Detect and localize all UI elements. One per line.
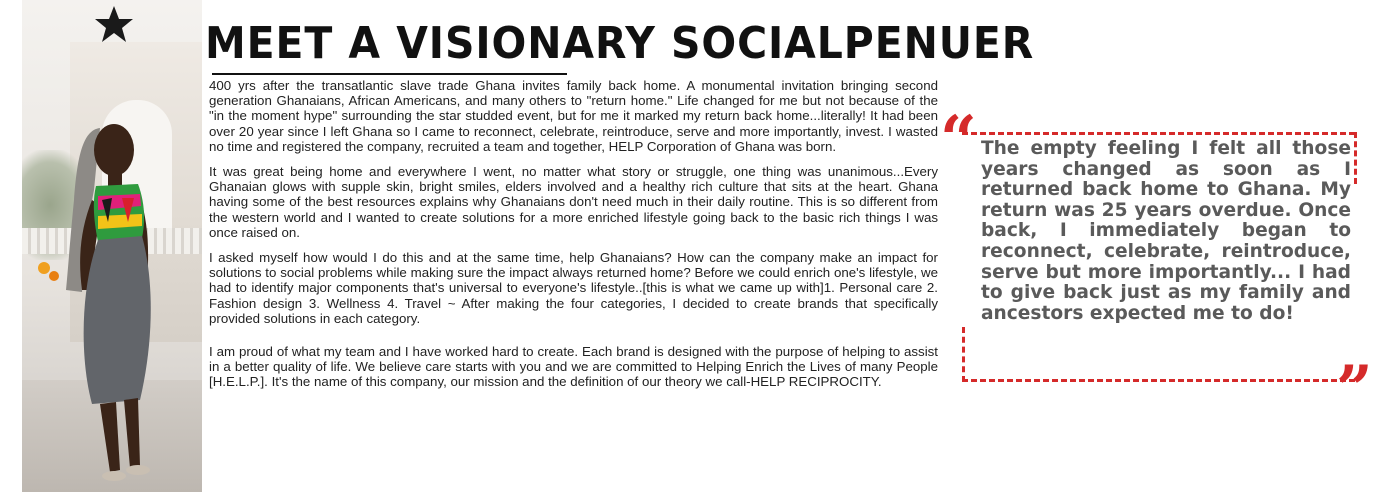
story-paragraph-4: I am proud of what my team and I have worked hard to create. Each brand is designed with the purpose of helping to assist in a better quality of life. We believe care starts with you and we are committed to Helping Enrich the Lives of many People [H.E.L.P.]. It's the name of this company, our mission and the definition of our theory we call-HELP RECIPROCITY. <box>209 344 938 390</box>
title-underline <box>212 73 567 75</box>
story-paragraph-1: 400 yrs after the transatlantic slave trade Ghana invites family back home. A monumental invitation bringing second generation Ghanaians, African Americans, and many others to "return home." Life changed for me but not because of the "in the moment hype" surrounding the star studded event, but for me it marked my return back home...literally! It had been over 20 year since I left Ghana so I came to reconnect, celebrate, reintroduce, serve and more importantly, invest. I wasted no time and registered the company, recruited a team and together, HELP Corporation of Ghana was born. <box>209 78 938 154</box>
story-paragraph-2: It was great being home and everywhere I went, no matter what story or struggle, one thing was unanimous...Every Ghanaian glows with supple skin, bright smiles, elders involved and a healthy rich culture that sits at the heart. Ghana having some of the best resources explains why Ghanaians don't need much in their daily routine. This is so different from the western world and I wanted to create solutions for a more enriched lifestyle going back to the basic rich things I was once raised on. <box>209 164 938 240</box>
page-title: MEET A VISIONARY SOCIALPENUER <box>205 18 1035 69</box>
close-quote-icon: ” <box>1336 352 1373 427</box>
pull-quote: The empty feeling I felt all those years changed as soon as I returned back home to Ghana. My return was 25 years overdue. Once back, I immediately began to reconnect, celebrate, reintroduce, serve but more importantly... I had to give back just as my family and ancestors expected me to do! <box>981 138 1351 324</box>
portrait-photo <box>22 0 202 492</box>
open-quote-icon: “ <box>940 102 977 177</box>
story-text <box>209 78 938 400</box>
woman-figure <box>22 0 202 492</box>
story-paragraph-3: I asked myself how would I do this and at the same time, help Ghanaians? How can the company make an impact for solutions to social problems while making sure the impact always returned home? Before we could enrich one's lifestyle, we had to identify major components that's universal to everyone's lifestyle..[this is what we came up with]1. Personal care 2. Fashion design 3. Wellness 4. Travel ~ After making the four categories, I decided to create brands that specifically provided solutions in each category. <box>209 250 938 326</box>
